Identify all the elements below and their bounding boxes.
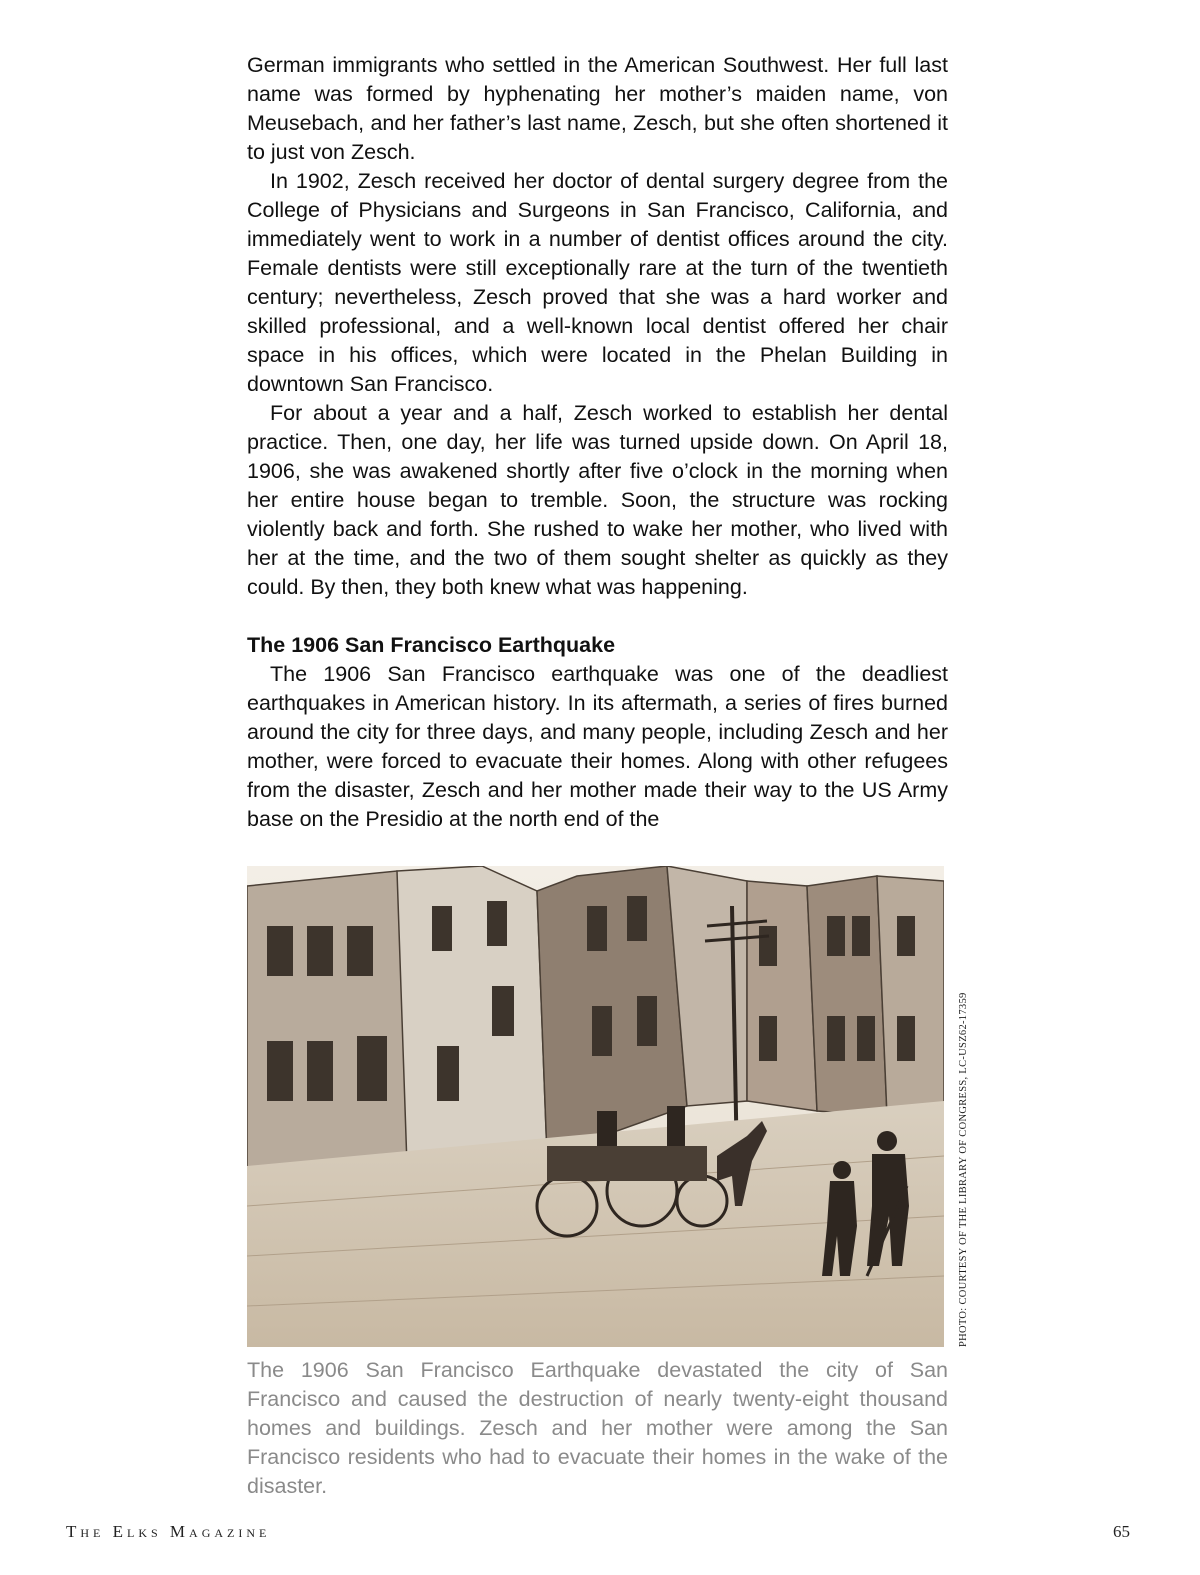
paragraph: For about a year and a half, Zesch worked to establish her dental practice. Then, one day, her life was turned upside down. On April 18, 1906, she was awakened shortly after five o’clock in the morning when her entire house began to tremble. Soon, the structure was rocking violently back and forth. She rushed to wake her mother, who lived with her at the time, and the two of them sought shelter as quickly as they could. By then, they both knew what was happening. [247, 401, 948, 599]
magazine-name: The Elks Magazine [66, 1522, 271, 1541]
paragraph: In 1902, Zesch received her doctor of dental surgery degree from the College of Physicians and Surgeons in San Francisco, California, and immediately went to work in a number of dentist offices around the city. Female dentists were still exceptionally rare at the turn of the twentieth century; nevertheless, Zesch proved that she was a hard worker and skilled professional, and a well-known local dentist offered her chair space in his offices, which were located in the Phelan Building in downtown San Francisco. [247, 169, 948, 396]
paragraph: The 1906 San Francisco earthquake was one of the deadliest earthquakes in American history. In its aftermath, a series of fires burned around the city for three days, and many people, including Zesch and her mother, were forced to evacuate their homes. Along with other refugees from the disaster, Zesch and her mother made their way to the US Army base on the Presidio at the north end of the [247, 662, 948, 831]
photo-caption: The 1906 San Francisco Earthquake devastated the city of San Francisco and caused the destruction of nearly twenty-eight thousand homes and buildings. Zesch and her mother were among the San Francisco residents who had to evacuate their homes in the wake of the disaster. [247, 1358, 948, 1498]
page-number: 65 [1113, 1522, 1130, 1541]
section-heading: The 1906 San Francisco Earthquake [247, 633, 616, 657]
article-body [247, 51, 948, 834]
earthquake-photo [247, 866, 944, 1347]
photo-credit: PHOTO: COURTESY OF THE LIBRARY OF CONGRESS, LC-USZ62-17359 [958, 992, 969, 1347]
paragraph: German immigrants who settled in the American Southwest. Her full last name was formed by hyphenating her mother’s maiden name, von Meusebach, and her father’s last name, Zesch, but she often shortened it to just von Zesch. [247, 53, 948, 164]
